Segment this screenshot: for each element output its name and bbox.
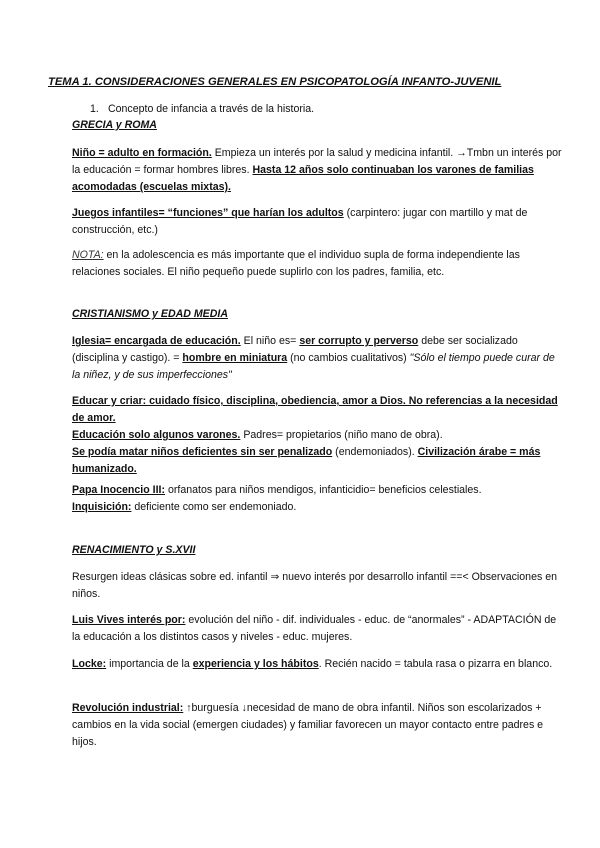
term-juegos: Juegos infantiles= “funciones” que harían los adultos xyxy=(72,207,344,219)
list-text: Concepto de infancia a través de la historia. xyxy=(108,103,315,115)
paragraph-nota xyxy=(72,247,562,281)
document-title: TEMA 1. CONSIDERACIONES GENERALES EN PSICOPATOLOGÍA INFANTO-JUVENIL xyxy=(48,76,502,88)
text-papa: orfanatos para niños mendigos, infanticidio= beneficios celestiales. xyxy=(165,484,482,496)
text-matar: (endemoniados). xyxy=(332,446,418,458)
paragraph-educar xyxy=(72,393,562,478)
bold-matar: Se podía matar niños deficientes sin ser penalizado xyxy=(72,446,333,458)
paragraph-juegos xyxy=(72,205,562,239)
text-vives: evolución del niño - dif. individuales - educ. de “anormales” - ADAPTACIÓN de la educación a los distintos casos y niveles - educ. mujeres. xyxy=(72,614,557,643)
nota-label: NOTA: xyxy=(72,249,104,261)
text-locke-1: importancia de la xyxy=(106,658,193,670)
text-nino: Empieza un interés por la salud y medicina infantil. →Tmbn un interés por la educación = formar hombres libres. xyxy=(72,147,562,176)
text-iglesia-3: (no cambios cualitativos) xyxy=(287,352,410,364)
bold-iglesia-1: ser corrupto y perverso xyxy=(299,335,419,347)
text-juegos: (carpintero: jugar con martillo y mat de construcción, etc.) xyxy=(72,207,528,236)
paragraph-nino xyxy=(72,145,562,196)
text-locke-2: . Recién nacido = tabula rasa o pizarra en blanco. xyxy=(318,658,553,670)
text-intro: Resurgen ideas clásicas sobre ed. infantil ⇒ nuevo interés por desarrollo infantil ==< Observaciones en niños. xyxy=(72,571,557,600)
term-revolucion: Revolución industrial: xyxy=(72,702,184,714)
term-iglesia: Iglesia= encargada de educación. xyxy=(72,335,241,347)
paragraph-locke xyxy=(72,656,562,673)
text-revolucion: ↑burguesía ↓necesidad de mano de obra infantil. Niños son escolarizados + cambios en la vida social (emergen ciudades) y familiar favorecen un mayor contacto entre padres e hijos. xyxy=(72,702,544,748)
term-inquisicion: Inquisición: xyxy=(72,501,132,513)
bold-locke: experiencia y los hábitos xyxy=(192,658,319,670)
text-iglesia-2: debe ser socializado (disciplina y castigo). = xyxy=(72,335,518,364)
paragraph-papa xyxy=(72,482,562,516)
text-varones: Padres= propietarios (niño mano de obra). xyxy=(240,429,443,441)
list-item xyxy=(90,102,314,116)
bold-iglesia-2: hombre en miniatura xyxy=(182,352,288,364)
paragraph-vives xyxy=(72,612,562,646)
section-heading-cristianismo: CRISTIANISMO y EDAD MEDIA xyxy=(72,308,228,320)
list-number: 1. xyxy=(90,103,99,115)
term-locke: Locke: xyxy=(72,658,107,670)
section-heading-grecia: GRECIA y ROMA xyxy=(72,119,157,131)
term-papa: Papa Inocencio III: xyxy=(72,484,166,496)
nota-text: en la adolescencia es más importante que el individuo supla de forma independiente las relaciones sociales. El niño pequeño puede suplirlo con los padres, familia, etc. xyxy=(72,249,520,278)
term-nino: Niño = adulto en formación. xyxy=(72,147,212,159)
text-inquisicion: deficiente como ser endemoniado. xyxy=(131,501,297,513)
bold-nino: Hasta 12 años solo continuaban los varones de familias acomodadas (escuelas mixtas). xyxy=(72,164,534,193)
paragraph-iglesia xyxy=(72,333,562,384)
paragraph-intro xyxy=(72,569,562,603)
bold-educar: Educar y criar: cuidado físico, disciplina, obediencia, amor a Dios. No referencias a la necesidad de amor. xyxy=(72,395,558,424)
quote-iglesia: "Sólo el tiempo puede curar de la niñez, y de sus imperfecciones" xyxy=(72,352,555,381)
term-vives: Luis Vives interés por: xyxy=(72,614,186,626)
text-iglesia-1: El niño es= xyxy=(240,335,300,347)
bold-arabe: Civilización árabe = más humanizado. xyxy=(72,446,541,475)
paragraph-revolucion xyxy=(72,700,562,751)
section-heading-renacimiento: RENACIMIENTO y S.XVII xyxy=(72,544,196,556)
bold-varones: Educación solo algunos varones. xyxy=(72,429,241,441)
